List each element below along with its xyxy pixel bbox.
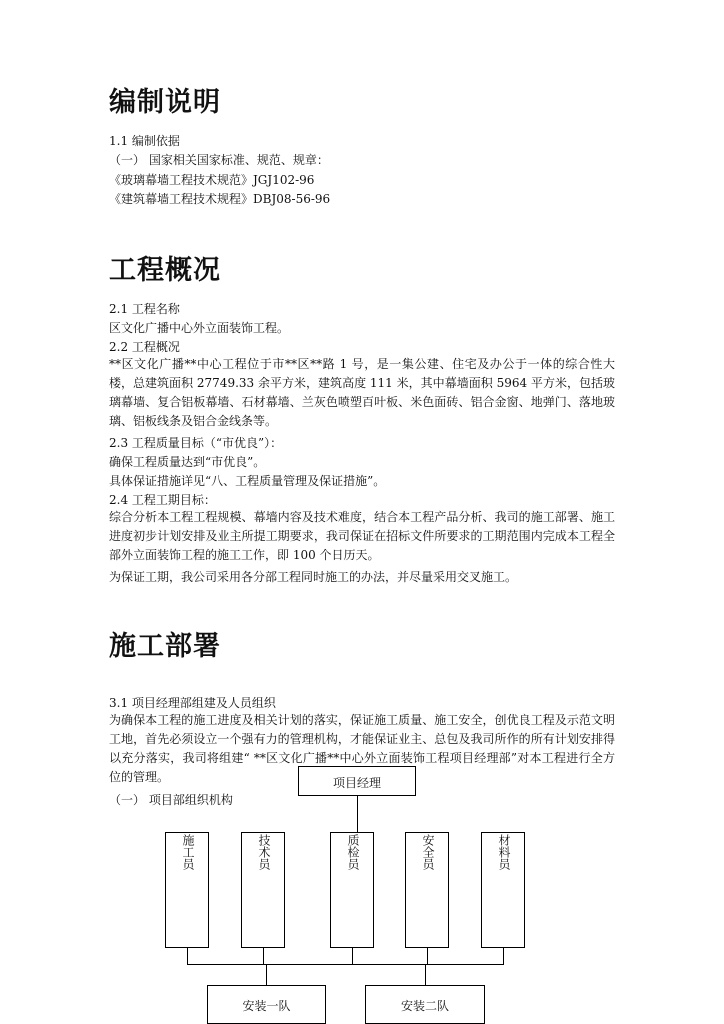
manager-connector bbox=[357, 796, 358, 832]
schedule-paragraph: 综合分析本工程工程规模、幕墙内容及技术难度，结合本工程产品分析、我司的施工部署、施工进度初步计划安排及业主所提工期要求，我司保证在招标文件所要求的工期范围内完成本工程全部外立面装饰工程的施工工作，即 100 个日历天。 bbox=[109, 510, 615, 562]
role-connector bbox=[187, 948, 188, 964]
role-label: 质检员 bbox=[346, 834, 360, 870]
role-box-quality bbox=[330, 832, 374, 948]
schedule-paragraph-2: 为保证工期，我公司采用各分部工程同时施工的办法，并尽量采用交叉施工。 bbox=[109, 570, 518, 584]
role-box-safety bbox=[405, 832, 449, 948]
project-name-text: 区文化广播中心外立面装饰工程。 bbox=[109, 321, 290, 335]
quality-text: 确保工程质量达到“市优良”。 bbox=[109, 455, 266, 469]
team-box-2 bbox=[365, 985, 485, 1024]
role-label: 安全员 bbox=[421, 834, 435, 870]
role-box-construction bbox=[165, 832, 209, 948]
org-heading: 3.1 项目经理部组建及人员组织 bbox=[109, 696, 276, 710]
role-label: 材料员 bbox=[497, 834, 511, 870]
team-label: 安装一队 bbox=[242, 999, 291, 1013]
role-connector bbox=[427, 948, 428, 964]
role-label: 技术员 bbox=[257, 834, 271, 870]
quality-measures-text: 具体保证措施详见“八、工程质量管理及保证措施”。 bbox=[109, 474, 386, 488]
section-title-compilation-notes: 编制说明 bbox=[109, 87, 221, 118]
standard-glass-curtain-wall: 《玻璃幕墙工程技术规范》JGJ102-96 bbox=[109, 173, 315, 187]
team-label: 安装二队 bbox=[400, 999, 449, 1013]
role-connector bbox=[263, 948, 264, 964]
basis-heading: 1.1 编制依据 bbox=[109, 134, 180, 148]
team-connector bbox=[266, 964, 267, 985]
standard-building-curtain-wall: 《建筑幕墙工程技术规程》DBJ08-56-96 bbox=[109, 192, 331, 206]
quality-heading: 2.3 工程质量目标（“市优良”）： bbox=[109, 436, 283, 450]
horizontal-bus bbox=[187, 964, 504, 965]
overview-heading: 2.2 工程概况 bbox=[109, 340, 180, 354]
role-label: 施工员 bbox=[181, 834, 195, 870]
basis-item: （一） 国家相关国家标准、规范、规章： bbox=[109, 153, 329, 167]
schedule-heading: 2.4 工程工期目标： bbox=[109, 493, 216, 507]
role-connector bbox=[352, 948, 353, 964]
section-title-project-overview: 工程概况 bbox=[109, 255, 221, 286]
section-title-construction-deployment: 施工部署 bbox=[109, 631, 221, 662]
team-box-1 bbox=[207, 985, 326, 1024]
project-manager-label: 项目经理 bbox=[332, 776, 381, 790]
role-box-technical bbox=[241, 832, 285, 948]
project-manager-box bbox=[298, 766, 416, 796]
role-box-materials bbox=[481, 832, 525, 948]
org-paragraph: 为确保本工程的施工进度及相关计划的落实，保证施工质量、施工安全，创优良工程及示范文明工地，首先必须设立一个强有力的管理机构，才能保证业主、总包及我司所作的所有计划安排得以充分落实，我司将组建“ **区文化广播**中心外立面装饰工程项目经理部”对本工程进行全方位的管理。 bbox=[109, 713, 615, 784]
team-connector bbox=[425, 964, 426, 985]
overview-paragraph: **区文化广播**中心工程位于市**区**路 1 号，是一集公建、住宅及办公于一体的综合性大楼，总建筑面积 27749.33 余平方米，建筑高度 111 米，其中幕墙面积 5964 平方米，包括玻璃幕墙、复合铝板幕墙、石材幕墙、兰灰色喷塑百叶板、米色面砖、铝合金窗、地弹门、落地玻璃、铝板线条及铝合金线条等。 bbox=[109, 357, 615, 428]
role-connector bbox=[503, 948, 504, 964]
org-chart-heading: （一） 项目部组织机构 bbox=[109, 793, 233, 807]
project-name-heading: 2.1 工程名称 bbox=[109, 302, 180, 316]
